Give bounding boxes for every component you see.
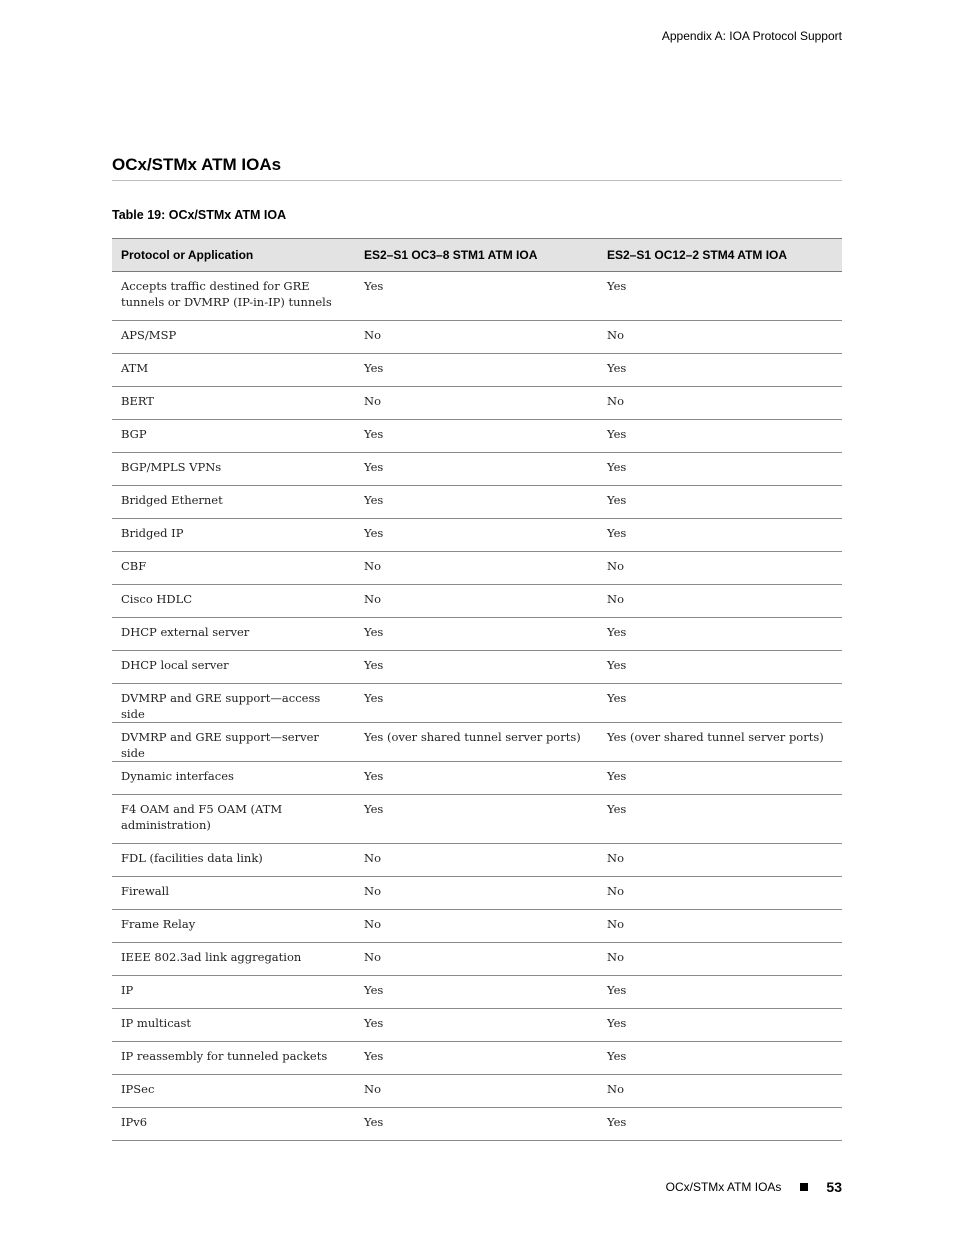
cell-protocol: DHCP external server (121, 625, 250, 639)
cell-protocol: APS/MSP (121, 328, 177, 342)
cell-oc12-support: No (607, 1082, 624, 1096)
cell-protocol: Frame Relay (121, 917, 196, 931)
cell-protocol: Accepts traffic destined for GRE tunnels or DVMRP (IP-in-IP) tunnels (121, 279, 332, 309)
cell-oc12-support: Yes (607, 361, 627, 375)
table-row (112, 684, 842, 723)
table-row (112, 723, 842, 762)
table-row (112, 1075, 842, 1108)
cell-protocol: IPSec (121, 1082, 155, 1096)
table-row (112, 387, 842, 420)
cell-oc3-support: Yes (364, 427, 384, 441)
table-body (112, 272, 842, 1141)
table-row (112, 585, 842, 618)
cell-oc12-support: No (607, 917, 624, 931)
table-header-row (112, 239, 842, 272)
cell-oc12-support: Yes (607, 526, 627, 540)
cell-oc12-support: No (607, 559, 624, 573)
cell-oc3-support: Yes (364, 625, 384, 639)
table-row (112, 844, 842, 877)
cell-protocol: CBF (121, 559, 147, 573)
cell-oc12-support: Yes (607, 1115, 627, 1129)
cell-oc3-support: Yes (364, 279, 384, 293)
table-caption: Table 19: OCx/STMx ATM IOA (112, 208, 287, 222)
column-header-oc3: ES2–S1 OC3–8 STM1 ATM IOA (364, 248, 538, 262)
cell-oc3-support: Yes (364, 361, 384, 375)
footer-section-name: OCx/STMx ATM IOAs (665, 1180, 782, 1194)
table-row (112, 420, 842, 453)
cell-protocol: Bridged Ethernet (121, 493, 223, 507)
cell-oc12-support: Yes (607, 279, 627, 293)
cell-protocol: BGP (121, 427, 147, 441)
cell-oc12-support: Yes (607, 769, 627, 783)
cell-protocol: BGP/MPLS VPNs (121, 460, 222, 474)
cell-oc3-support: Yes (364, 802, 384, 816)
section-title: OCx/STMx ATM IOAs (112, 155, 282, 174)
cell-protocol: IPv6 (121, 1115, 148, 1129)
cell-oc12-support: Yes (607, 460, 627, 474)
cell-oc12-support: Yes (607, 625, 627, 639)
cell-oc3-support: Yes (364, 983, 384, 997)
table-row (112, 272, 842, 321)
table-row (112, 354, 842, 387)
cell-protocol: DVMRP and GRE support—server side (121, 730, 319, 760)
cell-protocol: ATM (121, 361, 149, 375)
cell-oc12-support: No (607, 884, 624, 898)
cell-oc3-support: Yes (364, 460, 384, 474)
table-row (112, 519, 842, 552)
cell-protocol: IEEE 802.3ad link aggregation (121, 950, 302, 964)
table-row (112, 552, 842, 585)
table-row (112, 1108, 842, 1141)
cell-protocol: FDL (facilities data link) (121, 851, 263, 865)
cell-oc3-support: No (364, 1082, 381, 1096)
table-row (112, 795, 842, 844)
table-row (112, 910, 842, 943)
cell-oc12-support: Yes (607, 493, 627, 507)
cell-oc3-support: Yes (364, 658, 384, 672)
cell-oc3-support: Yes (364, 1016, 384, 1030)
table-row (112, 321, 842, 354)
cell-oc12-support: Yes (607, 658, 627, 672)
running-header: Appendix A: IOA Protocol Support (661, 29, 842, 43)
cell-oc3-support: Yes (364, 1115, 384, 1129)
cell-oc12-support: No (607, 328, 624, 342)
ioa-support-table (112, 238, 842, 1141)
cell-oc3-support: Yes (364, 691, 384, 705)
cell-oc12-support: No (607, 950, 624, 964)
cell-oc12-support: No (607, 851, 624, 865)
cell-oc12-support: Yes (over shared tunnel server ports) (607, 730, 824, 744)
cell-protocol: DVMRP and GRE support—access side (121, 691, 321, 721)
cell-oc3-support: No (364, 559, 381, 573)
cell-oc12-support: Yes (607, 427, 627, 441)
cell-oc3-support: No (364, 884, 381, 898)
table-row (112, 976, 842, 1009)
cell-oc12-support: Yes (607, 802, 627, 816)
cell-protocol: Cisco HDLC (121, 592, 193, 606)
section-divider (112, 180, 842, 181)
cell-oc3-support: Yes (364, 769, 384, 783)
table-row (112, 943, 842, 976)
table-row (112, 1009, 842, 1042)
cell-oc12-support: No (607, 394, 624, 408)
cell-protocol: Dynamic interfaces (121, 769, 234, 783)
cell-protocol: IP multicast (121, 1016, 192, 1030)
table-row (112, 453, 842, 486)
cell-oc3-support: No (364, 917, 381, 931)
cell-protocol: Bridged IP (121, 526, 184, 540)
table-row (112, 618, 842, 651)
table-row (112, 651, 842, 684)
cell-oc3-support: No (364, 592, 381, 606)
cell-oc12-support: Yes (607, 1016, 627, 1030)
cell-protocol: IP reassembly for tunneled packets (121, 1049, 328, 1063)
column-header-protocol: Protocol or Application (121, 248, 254, 262)
cell-protocol: F4 OAM and F5 OAM (ATM administration) (121, 802, 283, 832)
running-footer (666, 1179, 842, 1195)
table-row (112, 762, 842, 795)
cell-protocol: DHCP local server (121, 658, 229, 672)
cell-oc3-support: Yes (364, 493, 384, 507)
cell-oc12-support: No (607, 592, 624, 606)
cell-oc12-support: Yes (607, 1049, 627, 1063)
cell-oc12-support: Yes (607, 983, 627, 997)
square-bullet-icon (800, 1183, 808, 1191)
page-number: 53 (826, 1179, 842, 1195)
cell-oc3-support: Yes (364, 526, 384, 540)
cell-oc3-support: Yes (364, 1049, 384, 1063)
cell-protocol: Firewall (121, 884, 170, 898)
cell-oc3-support: No (364, 851, 381, 865)
column-header-oc12: ES2–S1 OC12–2 STM4 ATM IOA (607, 248, 788, 262)
cell-oc3-support: No (364, 950, 381, 964)
table-row (112, 486, 842, 519)
cell-oc3-support: No (364, 328, 381, 342)
cell-oc12-support: Yes (607, 691, 627, 705)
table-row (112, 1042, 842, 1075)
cell-oc3-support: No (364, 394, 381, 408)
cell-protocol: IP (121, 983, 134, 997)
cell-protocol: BERT (121, 394, 154, 408)
table-row (112, 877, 842, 910)
cell-oc3-support: Yes (over shared tunnel server ports) (364, 730, 581, 744)
